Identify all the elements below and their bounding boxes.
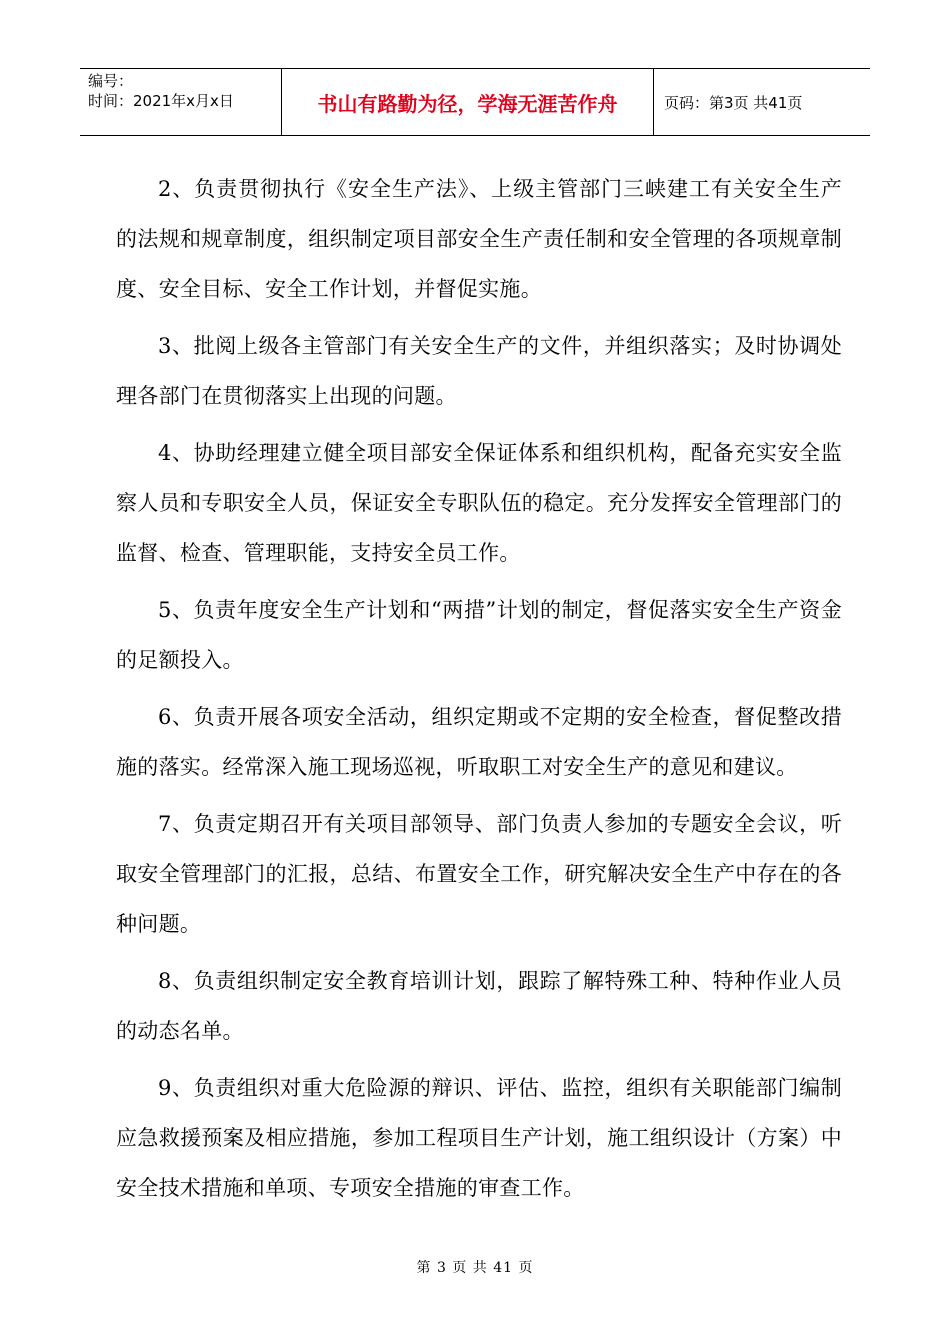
- paragraph-item-2: 2、负责贯彻执行《安全生产法》、上级主管部门三峡建工有关安全生产的法规和规章制度，组织制定项目部安全生产责任制和安全管理的各项规章制度、安全目标、安全工作计划，并督促实施。: [116, 177, 842, 301]
- document-time-label: 时间：2021年x月x日: [88, 92, 234, 110]
- header-meta: [80, 69, 282, 135]
- paragraph-item-5: 5、负责年度安全生产计划和“两措”计划的制定，督促落实安全生产资金的足额投入。: [116, 598, 842, 672]
- document-number-label: 编号：: [88, 72, 134, 90]
- page-footer: 第 3 页 共 41 页: [416, 1260, 534, 1276]
- paragraph-item-3: 3、批阅上级各主管部门有关安全生产的文件，并组织落实；及时协调处理各部门在贯彻落实上出现的问题。: [116, 334, 842, 408]
- paragraph-item-8: 8、负责组织制定安全教育培训计划，跟踪了解特殊工种、特种作业人员的动态名单。: [116, 969, 842, 1043]
- paragraph-item-9: 9、负责组织对重大危险源的辩识、评估、监控，组织有关职能部门编制应急救援预案及相应措施，参加工程项目生产计划，施工组织设计（方案）中安全技术措施和单项、专项安全措施的审查工作。: [116, 1076, 842, 1200]
- page-header: [80, 68, 870, 136]
- paragraph-item-6: 6、负责开展各项安全活动，组织定期或不定期的安全检查，督促整改措施的落实。经常深入施工现场巡视，听取职工对安全生产的意见和建议。: [116, 705, 842, 779]
- document-body: [116, 164, 842, 1220]
- paragraph-item-7: 7、负责定期召开有关项目部领导、部门负责人参加的专题安全会议，听取安全管理部门的汇报，总结、布置安全工作，研究解决安全生产中存在的各种问题。: [116, 812, 842, 936]
- header-motto: 书山有路勤为径，学海无涯苦作舟: [282, 69, 654, 135]
- header-page-info: 页码：第3页 共41页: [664, 93, 803, 112]
- paragraph-item-4: 4、协助经理建立健全项目部安全保证体系和组织机构，配备充实安全监察人员和专职安全人员，保证安全专职队伍的稳定。充分发挥安全管理部门的监督、检查、管理职能，支持安全员工作。: [116, 441, 842, 565]
